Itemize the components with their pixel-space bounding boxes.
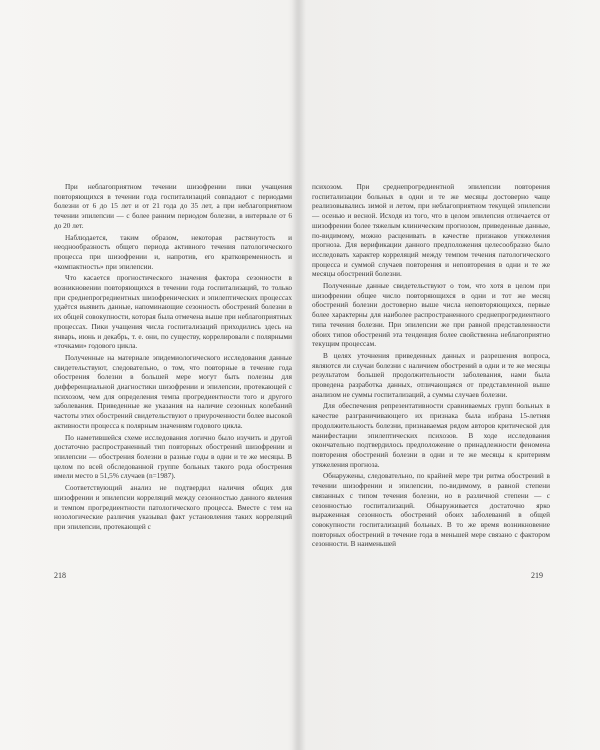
right-paragraph-3: В целях уточнения приведенных данных и разрешения вопроса, являются ли случаи болезни с наличием обострений в одни и те же месяцы результатом большей продолжительности заболевания, нами была проведена разработка данных, отличающаяся от представленной выше анализом не суммы госпитализаций, а суммы случаев болезни. — [312, 351, 550, 399]
right-paragraph-5: Обнаружены, следовательно, по крайней мере три ритма обострений в течении шизофрении и эпилепсии, по-видимому, в равной степени связанных с типом течения болезни, но в различной степени — с сезонностью госпитализаций. Обнаруживается достаточно ярко выраженная сезонность обострений обоих заболеваний в общей совокупности госпитализаций больных. В то же время возникновение повторных обострений в течение года в меньшей мере связано с фактором сезонности. В наименьшей — [312, 472, 550, 549]
left-page-number: 218 — [54, 571, 66, 580]
left-paragraph-4: Полученные на материале эпидемиологического исследования данные свидетельствуют, следовательно, о том, что повторные в течение года обострения болезни в большей мере могут быть полезны для дифференциальной диагностики шизофрении и эпилепсии, протекающей с психозом, чем для определения темпа прогредиентности того и другого заболевания. Приведенные же указания на наличие сезонных колебаний частоты этих обострений свидетельствуют о приуроченности более высокой активности процесса к полярным значениям годового цикла. — [54, 353, 292, 430]
left-paragraph-6: Соответствующий анализ не подтвердил наличия общих для шизофрении и эпилепсии корреляций между сезонностью данного явления и темпом прогредиентности патологического процесса. Вместе с тем на нозологические различия указывал факт установления таких корреляций при эпилепсии, протекающей с — [54, 484, 292, 531]
left-paragraph-2: Наблюдается, таким образом, некоторая растянутость и неоднообразность общего периода активного течения патологического процесса при шизофрении и, напротив, его кратковременность и «компактность» при эпилепсии. — [54, 233, 292, 271]
right-paragraph-2: Полученные данные свидетельствуют о том, что хотя в целом при шизофрении общее число повторяющихся в одни и тот же месяц обострений болезни достоверно выше числа неповторяющихся, первые более характерны для наиболее распространенного среднепрогредиентного типа течения болезни. При эпилепсии же при равной представленности обоих типов обострений эта тенденция более свойственна неблагоприятно текущим процессам. — [312, 282, 550, 349]
right-page-number: 219 — [531, 571, 543, 580]
right-paragraph-4: Для обеспечения репрезентативности сравниваемых групп больных в качестве разграничивающего их признака была избрана 15-летняя продолжительность болезни, признаваемая рядом авторов критической для манифестации эпилептических психозов. В ходе исследования окончательно подтвердилось предположение о принадлежности феномена повторения обострений болезни в одни и те же месяцы к критериям утяжеления прогноза. — [312, 402, 550, 469]
left-paragraph-1: При неблагоприятном течении шизофрении пики учащения повторяющихся в течении года госпитализаций совпадают с периодами болезни от 6 до 15 лет и от 21 года до 35 лет, а при неблагоприятном течении эпилепсии — с более ранним периодом болезни, в интервале от 6 до 20 лет. — [54, 183, 292, 230]
right-page — [312, 183, 550, 550]
right-paragraph-1: психозом. При среднепрогредиентной эпилепсии повторения госпитализации больных в одни и те же месяцы достоверно чаще реализовывались зимой и летом, при неблагоприятном текущей эпилепсии — осенью и весной. Исходя из того, что в целом эпилепсия отличается от шизофрении более тяжелым клиническим прогнозом, приведенные данные, по-видимому, можно расценивать в качестве признаков утяжеления прогноза. Для верификации данного предположения целесообразно было исследовать характер корреляций между темпом течения патологического процесса и суммой случаев повторения и неповторения в одни и те же месяцы обострений болезни. — [312, 183, 550, 279]
left-page — [54, 183, 292, 533]
left-paragraph-5: По наметившейся схеме исследования логично было изучить и другой достаточно распространенный тип повторных обострений шизофрении и эпилепсии — обострения болезни в разные годы в одни и те же месяцы. В целом по всей обследованной группе больных такого рода обострения имели место в 51,5% случаев (n=1987). — [54, 433, 292, 481]
book-gutter — [292, 0, 306, 750]
left-paragraph-3: Что касается прогностического значения фактора сезонности в возникновении повторяющихся в течении года госпитализаций, то только при среднепрогредиентных шизофренических и эпилептических процессах удаётся выявить данные, напоминающие сезонность обострений болезни в их общей совокупности, которая была отмечена выше при неблагоприятных процессах. Пики учащения числа госпитализаций приходились здесь на январь, июнь и декабрь, т. е. они, по существу, коррелировали с полярными «точками» годового цикла. — [54, 274, 292, 351]
